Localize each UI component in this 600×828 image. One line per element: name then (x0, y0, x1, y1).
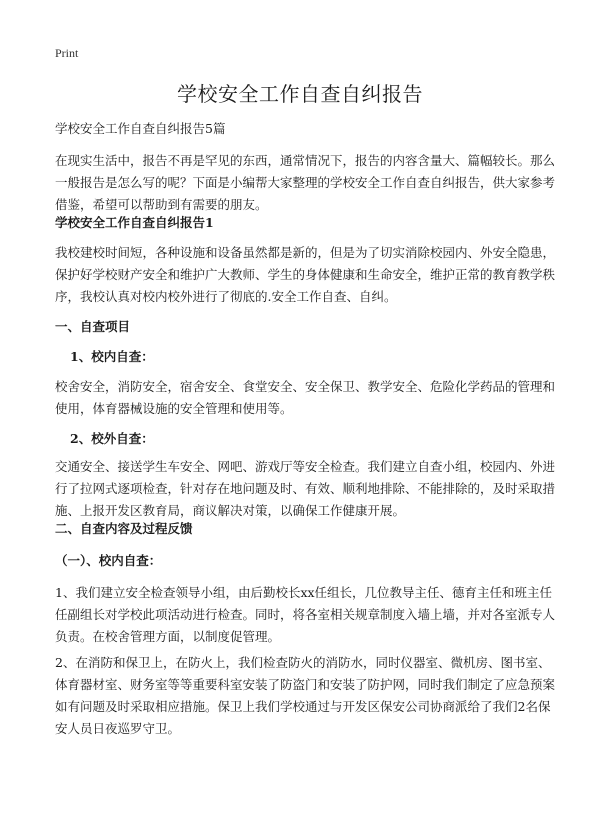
section-heading-feedback: 二、自查内容及过程反馈 (55, 521, 193, 536)
subheading-internal: 1、校内自查： (70, 349, 154, 364)
page-title: 学校安全工作自查自纠报告 (177, 82, 423, 106)
feedback-paragraph-1: 1、我们建立安全检查领导小组，由后勤校长xx任组长，几位教导主任、德育主任和班主任任副组长对学校此项活动进行检查。同时，将各室相关规章制度入墙上墙，并对各室派专人负责。在校舍管理方面，以制度促管理。 (55, 585, 556, 644)
report-heading: 学校安全工作自查自纠报告1 (55, 215, 214, 230)
subheading-internal-feedback: （一）、校内自查： (55, 553, 162, 568)
subheading-external: 2、校外自查： (70, 431, 154, 446)
feedback-paragraph-2: 2、在消防和保卫上，在防火上，我们检查防火的消防水，同时仪器室、微机房、图书室、体育器材室、财务室等等重要科室安装了防盗门和安装了防护网，同时我们制定了应急预案如有问题及时采取相应措施。保卫上我们学校通过与开发区保安公司协商派给了我们2名保安人员日夜巡罗守卫。 (55, 655, 556, 736)
intro-paragraph: 在现实生活中，报告不再是罕见的东西，通常情况下，报告的内容含量大、篇幅较长。那么一般报告是怎么写的呢？下面是小编帮大家整理的学校安全工作自查自纠报告，供大家参考借鉴，希望可以帮助到有需要的朋友。 (55, 153, 556, 212)
internal-check-paragraph: 校舍安全，消防安全，宿舍安全、食堂安全、安全保卫、教学安全、危险化学药品的管理和使用，体育器械设施的安全管理和使用等。 (55, 379, 556, 416)
report-intro-paragraph: 我校建校时间短，各种设施和设备虽然都是新的，但是为了切实消除校园内、外安全隐患，保护好学校财产安全和维护广大教师、学生的身体健康和生命安全，维护正常的教育教学秩序，我校认真对校内校外进行了彻底的.安全工作自查、自纠。 (55, 245, 556, 304)
document-subtitle: 学校安全工作自查自纠报告5篇 (55, 121, 226, 136)
external-check-paragraph: 交通安全、接送学生车安全、网吧、游戏厅等安全检查。我们建立自查小组，校园内、外进行了拉网式逐项检查，针对存在地问题及时、有效、顺利地排除、不能排除的，及时采取措施、上报开发区教育局，商议解决对策，以确保工作健康开展。 (55, 459, 556, 518)
section-heading-items: 一、自查项目 (55, 319, 131, 334)
print-link[interactable]: Print (55, 46, 79, 60)
